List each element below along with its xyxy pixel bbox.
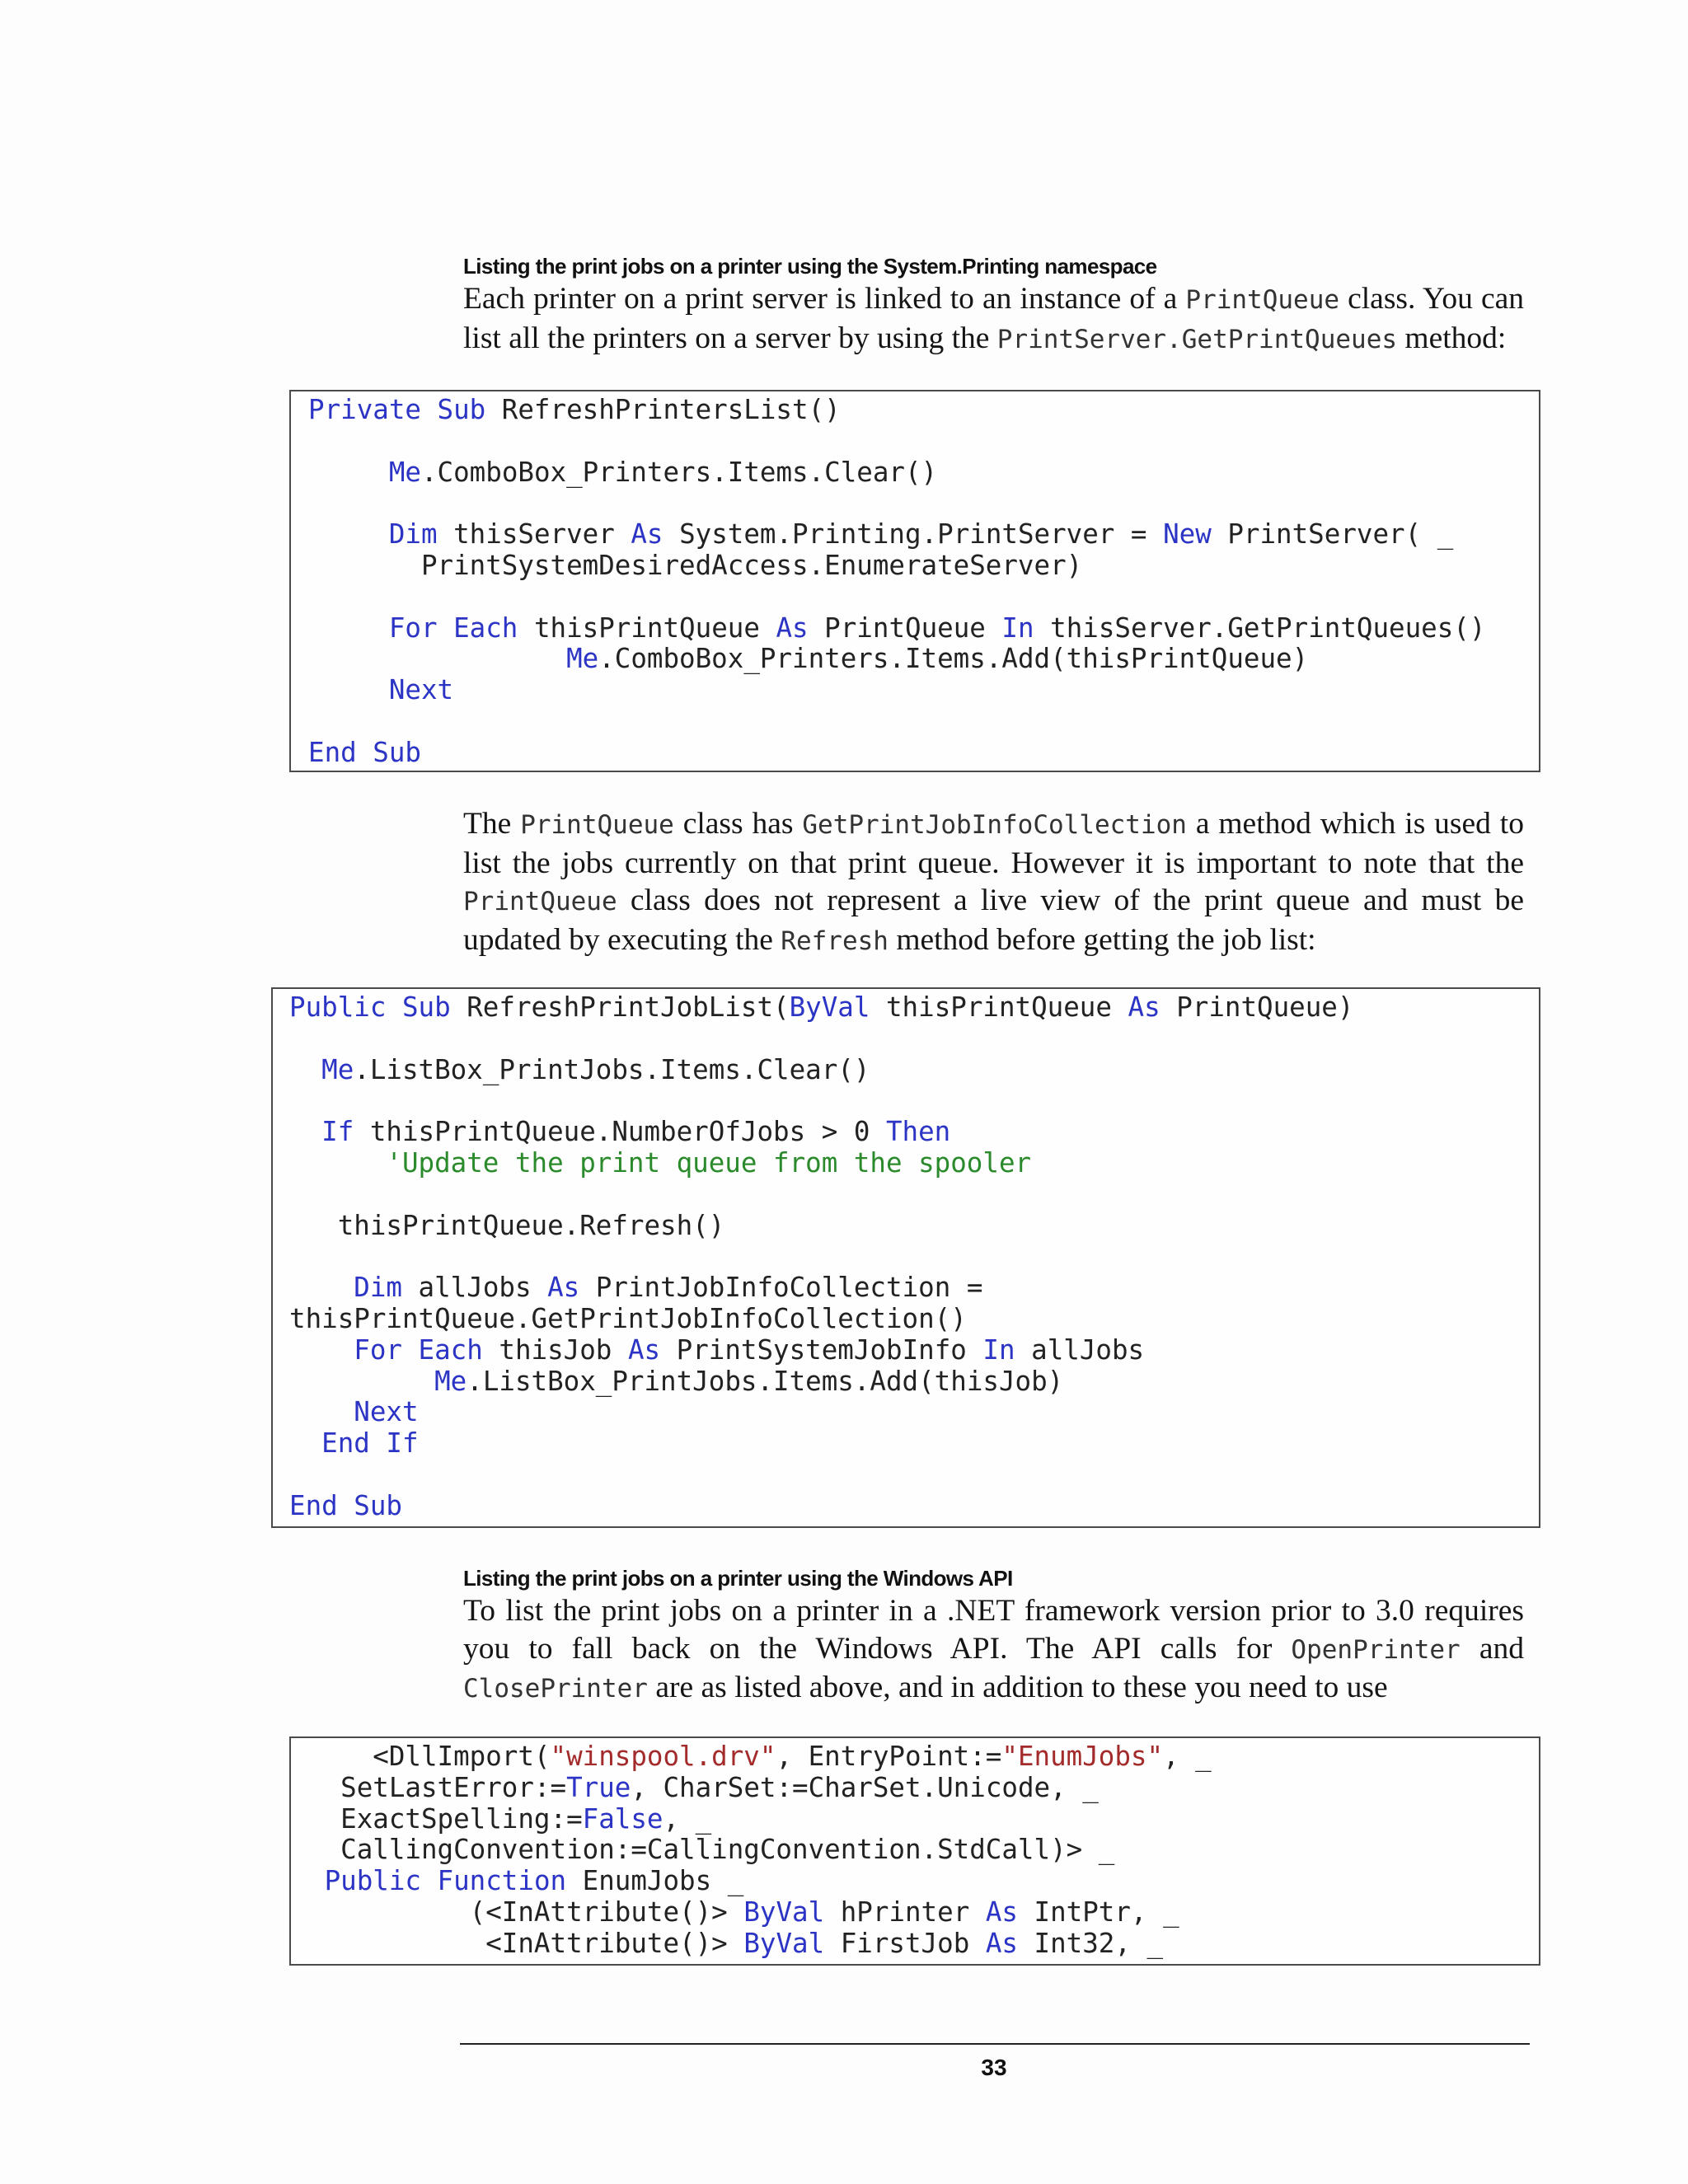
- inline-code: ClosePrinter: [463, 1674, 648, 1704]
- code-line: [308, 426, 1485, 457]
- paragraph-line: ClosePrinter are as listed above, and in addition to these you need to use: [463, 1671, 1388, 1704]
- code-line: Private Sub RefreshPrintersList(): [308, 394, 841, 425]
- code-line: Me.ComboBox_Printers.Items.Add(thisPrintQueue): [566, 643, 1309, 675]
- inline-code: GetPrintJobInfoCollection: [802, 810, 1187, 840]
- code-line: Next: [388, 674, 454, 706]
- code-line: Me.ListBox_PrintJobs.Items.Clear(): [321, 1053, 870, 1085]
- code-line: [308, 582, 1485, 613]
- inline-code: PrintQueue: [520, 810, 674, 840]
- code-line: CallingConvention:=CallingConvention.StdCall)> _: [308, 1834, 1115, 1866]
- inline-code: Refresh: [781, 926, 889, 956]
- code-line: For Each thisJob As PrintSystemJobInfo In allJobs: [354, 1333, 1145, 1366]
- code-block-refresh-printers: [289, 390, 1540, 772]
- code-line: PrintSystemDesiredAccess.EnumerateServer): [308, 549, 1083, 581]
- code-line: Public Sub RefreshPrintJobList(ByVal thisPrintQueue As PrintQueue): [289, 991, 1354, 1023]
- code-line: [289, 1179, 1353, 1211]
- code-line: [289, 1024, 1353, 1055]
- code-line: Me.ListBox_PrintJobs.Items.Add(thisJob): [434, 1365, 1064, 1397]
- inline-code: PrintQueue: [463, 887, 617, 916]
- code-line: For Each thisPrintQueue As PrintQueue In thisServer.GetPrintQueues(): [388, 612, 1486, 644]
- printqueue-paragraph: [463, 805, 1524, 960]
- code-line: ExactSpelling:=False, _: [308, 1802, 712, 1835]
- code-line: (<InAttribute()> ByVal hPrinter As IntPtr, _: [308, 1896, 1179, 1928]
- code-listing: [289, 992, 1353, 1522]
- paragraph-line: Each printer on a print server is linked to an instance of a PrintQueue class. You can: [463, 282, 1524, 316]
- code-line: End Sub: [289, 1489, 402, 1521]
- code-line: Dim allJobs As PrintJobInfoCollection =: [354, 1272, 983, 1304]
- inline-code: PrintQueue: [1185, 285, 1340, 315]
- code-line: 'Update the print queue from the spooler: [386, 1146, 1032, 1179]
- paragraph-line: The PrintQueue class has GetPrintJobInfoCollection a method which is used to: [463, 807, 1524, 841]
- paragraph-line: list all the printers on a server by using the PrintServer.GetPrintQueues method:: [463, 321, 1507, 355]
- code-line: [289, 1085, 1353, 1117]
- section-heading-system-printing: Listing the print jobs on a printer using the System.Printing namespace: [463, 254, 1157, 279]
- code-line: thisPrintQueue.Refresh(): [289, 1209, 725, 1241]
- section2-paragraph: [463, 1592, 1524, 1708]
- paragraph-line: list the jobs currently on that print queue. However it is important to note that the: [463, 846, 1524, 880]
- inline-code: PrintServer.GetPrintQueues: [996, 324, 1398, 354]
- code-listing: [308, 395, 1485, 769]
- code-line: [308, 488, 1485, 519]
- inline-code: OpenPrinter: [1291, 1634, 1461, 1665]
- code-block-enumjobs-dllimport: [289, 1736, 1540, 1966]
- code-line: Me.ComboBox_Printers.Items.Clear(): [388, 456, 938, 488]
- paragraph-line: you to fall back on the Windows API. The API calls for OpenPrinter and: [463, 1631, 1524, 1666]
- code-line: Public Function EnumJobs _: [324, 1865, 744, 1897]
- code-line: End Sub: [308, 736, 421, 768]
- code-line: End If: [321, 1427, 419, 1460]
- code-line: <InAttribute()> ByVal FirstJob As Int32, _: [308, 1927, 1164, 1959]
- code-listing: [308, 1741, 1212, 1960]
- code-block-refresh-print-jobs: [271, 987, 1540, 1528]
- code-line: [289, 1241, 1353, 1272]
- paragraph-line: updated by executing the Refresh method before getting the job list:: [463, 922, 1316, 957]
- code-line: [308, 706, 1485, 738]
- code-line: <DllImport("winspool.drv", EntryPoint:="EnumJobs", _: [308, 1741, 1212, 1772]
- code-line: thisPrintQueue.GetPrintJobInfoCollection(): [289, 1302, 967, 1334]
- code-line: If thisPrintQueue.NumberOfJobs > 0 Then: [321, 1116, 951, 1148]
- paragraph-line: PrintQueue class does not represent a live view of the print queue and must be: [463, 883, 1524, 917]
- section1-paragraph: [463, 280, 1524, 359]
- footer-rule: [460, 2043, 1530, 2045]
- paragraph-line: To list the print jobs on a printer in a .NET framework version prior to 3.0 requires: [463, 1594, 1524, 1628]
- code-line: SetLastError:=True, CharSet:=CharSet.Unicode, _: [308, 1771, 1099, 1803]
- code-line: Next: [354, 1396, 419, 1428]
- code-line: Dim thisServer As System.Printing.PrintServer = New PrintServer( _: [388, 518, 1454, 551]
- page-number: 33: [981, 2055, 1007, 2080]
- section-heading-windows-api: Listing the print jobs on a printer using the Windows API: [463, 1566, 1013, 1591]
- code-line: [289, 1460, 1353, 1491]
